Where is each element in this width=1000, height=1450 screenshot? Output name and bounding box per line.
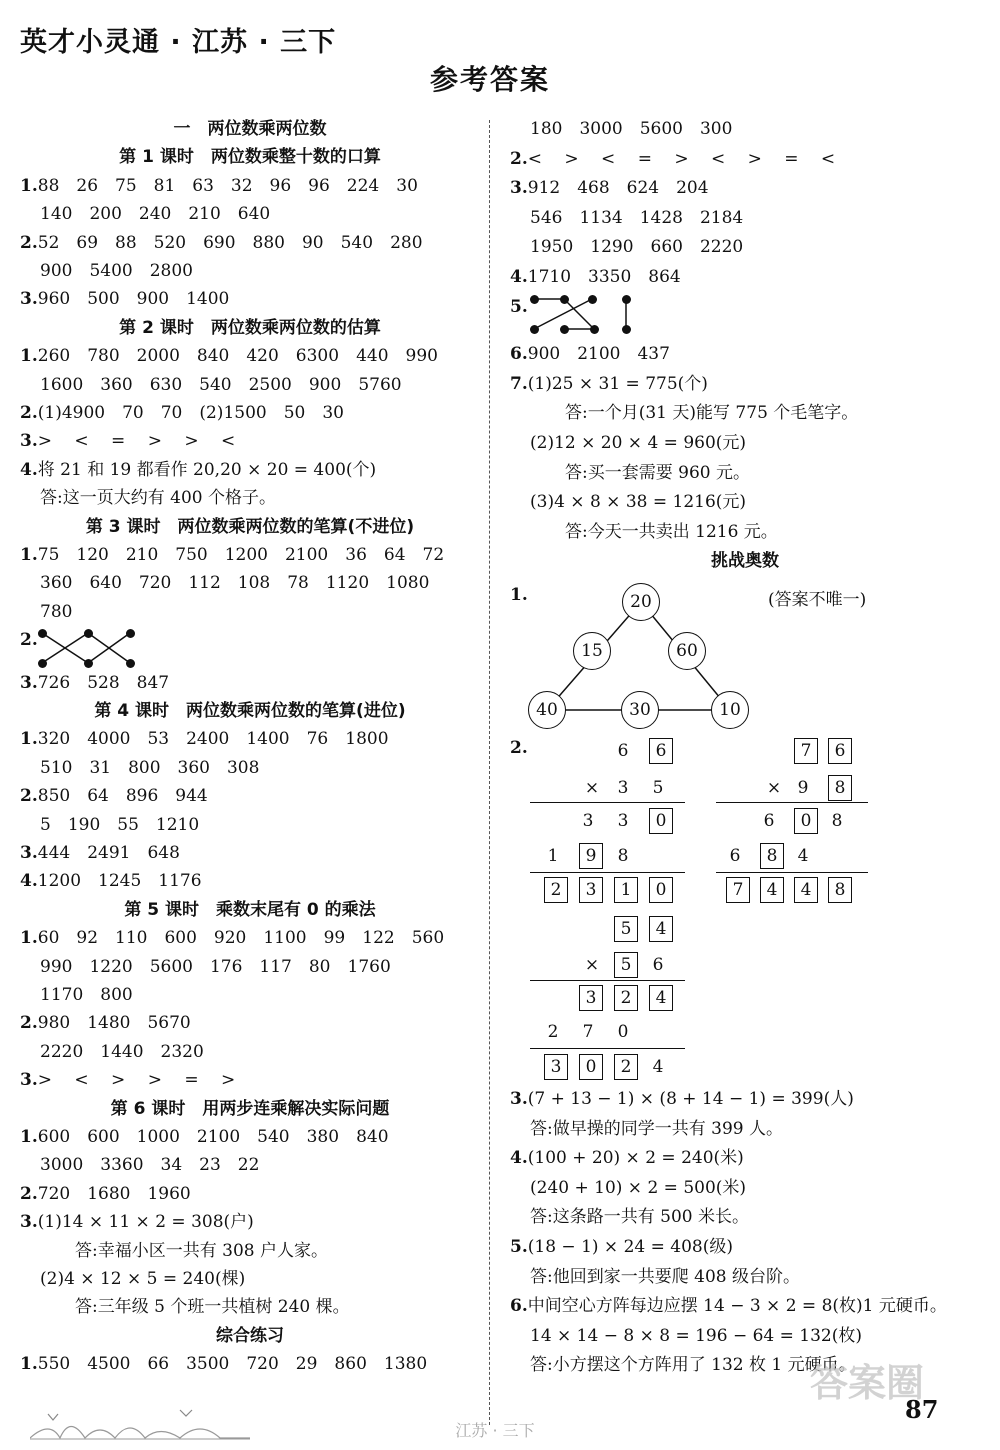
calc-rule xyxy=(716,872,868,873)
question-number: 3. xyxy=(20,289,38,310)
answer-line xyxy=(20,1183,191,1205)
matching-diagram-right xyxy=(530,294,640,338)
digit: 4 xyxy=(652,1057,664,1077)
answer-continuation: 1170 800 xyxy=(40,985,133,1005)
answer-text: 320 4000 53 2400 1400 76 1800 xyxy=(37,729,389,750)
circle-right-mid: 60 xyxy=(668,632,706,670)
answer-text: 600 600 1000 2100 540 380 840 xyxy=(37,1127,389,1147)
question-number: 1. xyxy=(20,175,38,196)
circle-bottom-right: 10 xyxy=(711,691,749,729)
answer-line xyxy=(20,1012,191,1034)
digit: 6 xyxy=(763,811,775,831)
match-dot xyxy=(590,325,599,334)
answer-continuation: 答:这条路一共有 500 米长。 xyxy=(530,1207,749,1228)
digit-box: 7 xyxy=(794,738,818,764)
question-number: 3. xyxy=(20,1212,38,1233)
digit: 1 xyxy=(547,846,559,866)
answer-line xyxy=(20,175,418,197)
question-number: 6. xyxy=(510,1296,528,1317)
digit: 8 xyxy=(617,846,629,866)
question-number: 7. xyxy=(510,373,528,394)
answer-text: 88 26 75 81 63 32 96 96 224 30 xyxy=(37,175,418,196)
digit-box: 2 xyxy=(544,877,568,903)
grass-decoration-icon xyxy=(30,1400,250,1440)
answer-continuation: (240 + 10) × 2 = 500(米) xyxy=(530,1177,747,1198)
question-number: 4. xyxy=(20,459,38,480)
section-heading: 第 5 课时 乘数末尾有 0 的乘法 xyxy=(124,899,376,920)
digit: 9 xyxy=(797,778,809,798)
answer-continuation: 990 1220 5600 176 117 80 1760 xyxy=(40,956,391,977)
answer-line xyxy=(20,1069,235,1091)
answer-text: 中间空心方阵每边应摆 14 − 3 × 2 = 8(枚)1 元硬币。 xyxy=(527,1296,947,1317)
section-heading: 第 2 课时 两位数乘两位数的估算 xyxy=(119,317,381,338)
match-dot xyxy=(38,629,47,638)
answer-line xyxy=(510,148,835,170)
answer-continuation: 答:这一页大约有 400 个格子。 xyxy=(40,488,276,509)
section-heading: 一 两位数乘两位数 xyxy=(173,119,327,139)
answer-line xyxy=(20,288,229,310)
answer-continuation: 2220 1440 2320 xyxy=(40,1041,204,1062)
digit: 3 xyxy=(617,778,629,798)
answer-sentence: 答:一个月(31 天)能写 775 个毛笔字。 xyxy=(565,403,859,424)
answer-text: 1710 3350 864 xyxy=(527,267,681,287)
answer-text: 60 92 110 600 920 1100 99 122 560 xyxy=(37,928,445,949)
digit-box: 4 xyxy=(649,985,673,1011)
answer-continuation: 答:他回到家一共要爬 408 级台阶。 xyxy=(530,1266,800,1287)
digit-box: 5 xyxy=(614,952,638,978)
answer-continuation: 140 200 240 210 640 xyxy=(40,204,271,225)
answer-line xyxy=(510,296,528,318)
answer-line xyxy=(510,373,708,395)
digit: 8 xyxy=(831,811,843,831)
answer-text: 550 4500 66 3500 720 29 860 1380 xyxy=(37,1354,428,1375)
question-number: 2. xyxy=(20,403,38,423)
answer-line xyxy=(20,870,202,892)
digit: 2 xyxy=(547,1022,559,1042)
puzzle-label: 1. xyxy=(510,585,528,605)
answer-continuation: 546 1134 1428 2184 xyxy=(530,207,744,228)
footer-decoration xyxy=(30,1400,250,1440)
answer-line xyxy=(20,728,389,750)
answer-line xyxy=(20,430,235,452)
digit-box: 4 xyxy=(760,877,784,903)
question-number: 3. xyxy=(510,178,528,199)
answer-text: > < > > = > xyxy=(37,1070,236,1091)
answer-text: (1)14 × 11 × 2 = 308(户) xyxy=(37,1212,254,1233)
answer-text: 900 2100 437 xyxy=(527,344,670,365)
answer-continuation: 5 190 55 1210 xyxy=(40,814,200,835)
question-number: 1. xyxy=(20,928,38,949)
question-number: 1. xyxy=(20,545,38,565)
digit-box: 1 xyxy=(614,877,638,903)
question-number: 2. xyxy=(20,1183,38,1204)
calc-rule xyxy=(716,802,868,803)
footer-text: 江苏 · 三下 xyxy=(455,1421,535,1440)
number-triangle xyxy=(525,580,765,730)
digit-box: 2 xyxy=(614,985,638,1011)
circle-bottom-left: 40 xyxy=(528,691,566,729)
digit: 5 xyxy=(652,778,664,798)
calc-rule xyxy=(530,980,685,981)
question-number: 4. xyxy=(510,267,528,287)
digit-box: 0 xyxy=(649,808,673,834)
matching-diagram-left xyxy=(38,628,138,672)
answer-text: 260 780 2000 840 420 6300 440 990 xyxy=(37,346,438,367)
answer-line xyxy=(20,1126,389,1148)
circle-left-mid: 15 xyxy=(573,632,611,670)
digit-box: 2 xyxy=(614,1054,638,1080)
answer-text: 720 1680 1960 xyxy=(37,1183,191,1204)
answer-text: 444 2491 648 xyxy=(37,843,180,863)
section-heading: 挑战奥数 xyxy=(711,551,779,572)
circle-bottom-mid: 30 xyxy=(621,691,659,729)
question-number: 3. xyxy=(20,431,38,452)
answer-text: (100 + 20) × 2 = 240(米) xyxy=(527,1148,744,1169)
answer-line xyxy=(20,459,376,481)
answer-line xyxy=(20,629,38,651)
question-number: 6. xyxy=(510,344,528,365)
question-number: 4. xyxy=(20,871,38,892)
question-number: 3. xyxy=(20,672,38,693)
digit-box: 0 xyxy=(794,808,818,834)
answer-text: 75 120 210 750 1200 2100 36 64 72 xyxy=(37,545,445,565)
question-number: 2. xyxy=(20,786,38,807)
answer-text: 960 500 900 1400 xyxy=(37,289,230,310)
multiply-sign: × xyxy=(766,778,782,798)
match-dot xyxy=(126,659,135,668)
match-dot xyxy=(84,629,93,638)
answer-continuation: 答:小方摆这个方阵用了 132 枚 1 元硬币。 xyxy=(530,1355,856,1376)
answer-continuation: (2)4 × 12 × 5 = 240(棵) xyxy=(40,1269,246,1289)
answer-line xyxy=(20,927,444,949)
match-dot xyxy=(38,659,47,668)
answer-continuation: (3)4 × 8 × 38 = 1216(元) xyxy=(530,492,747,513)
answer-line xyxy=(510,1147,744,1169)
answer-text: 1200 1245 1176 xyxy=(37,871,202,892)
answer-continuation: 1950 1290 660 2220 xyxy=(530,237,744,258)
page-number-value: 87 xyxy=(905,1395,939,1424)
answer-sentence: 答:今天一共卖出 1216 元。 xyxy=(565,521,778,542)
question-number: 1. xyxy=(20,1354,38,1375)
answer-line xyxy=(510,1236,733,1258)
question-number: 4. xyxy=(510,1148,528,1169)
question-number: 1. xyxy=(20,729,38,750)
question-number: 3. xyxy=(510,1089,528,1109)
digit: 6 xyxy=(617,741,629,761)
answer-continuation: 510 31 800 360 308 xyxy=(40,757,260,778)
match-dot xyxy=(622,295,631,304)
answer-text: > < = > > < xyxy=(37,431,236,452)
digit: 3 xyxy=(617,811,629,831)
watermark-text: 答案圈 xyxy=(810,1361,925,1405)
digit-box: 0 xyxy=(579,1054,603,1080)
answer-line xyxy=(510,1088,854,1110)
match-dot xyxy=(560,325,569,334)
calc-label: 2. xyxy=(510,738,528,758)
match-dot xyxy=(588,295,597,304)
match-dot xyxy=(84,659,93,668)
answer-sentence: 答:三年级 5 个班一共植树 240 棵。 xyxy=(75,1297,350,1318)
answer-line xyxy=(20,1211,254,1233)
answer-line xyxy=(20,402,344,424)
answer-line xyxy=(510,343,670,365)
multiply-sign: × xyxy=(584,955,600,975)
answer-line xyxy=(20,785,208,807)
page-title: 参考答案 xyxy=(429,63,550,96)
answer-sentence: 答:幸福小区一共有 308 户人家。 xyxy=(75,1240,328,1261)
question-number: 2. xyxy=(20,1013,38,1034)
question-number: 2. xyxy=(20,232,38,253)
answer-line xyxy=(20,842,180,864)
answer-continuation: (2)12 × 20 × 4 = 960(元) xyxy=(530,433,747,453)
match-dot xyxy=(622,325,631,334)
question-number: 2. xyxy=(510,148,528,169)
answer-continuation: 360 640 720 112 108 78 1120 1080 xyxy=(40,573,430,594)
digit-box: 3 xyxy=(579,877,603,903)
answer-continuation: 1600 360 630 540 2500 900 5760 xyxy=(40,374,402,395)
question-number: 5. xyxy=(510,1237,528,1257)
digit-box: 5 xyxy=(614,916,638,942)
answer-text: 980 1480 5670 xyxy=(37,1013,191,1034)
answer-line xyxy=(510,1295,947,1317)
digit-box: 9 xyxy=(579,843,603,869)
answer-text: 850 64 896 944 xyxy=(37,786,208,807)
digit-box: 6 xyxy=(649,738,673,764)
calc-rule xyxy=(530,872,685,873)
digit-box: 3 xyxy=(579,985,603,1011)
circle-top: 20 xyxy=(622,583,660,621)
answer-continuation: 答:做早操的同学一共有 399 人。 xyxy=(530,1118,783,1139)
answer-line xyxy=(20,1353,427,1375)
answer-text: 912 468 624 204 xyxy=(527,178,709,199)
answer-line xyxy=(20,672,169,694)
match-dot xyxy=(126,629,135,638)
answer-text: (1)25 × 31 = 775(个) xyxy=(527,373,708,394)
digit-box: 8 xyxy=(760,843,784,869)
section-heading: 第 6 课时 用两步连乘解决实际问题 xyxy=(110,1098,390,1119)
digit: 6 xyxy=(652,955,664,975)
digit: 4 xyxy=(797,846,809,866)
multiply-sign: × xyxy=(584,778,600,798)
book-header: 英才小灵通 · 江苏 · 三下 xyxy=(20,27,337,58)
answer-sentence: 答:买一套需要 960 元。 xyxy=(565,462,750,483)
question-number: 3. xyxy=(20,1070,38,1091)
answer-text: (1)4900 70 70 (2)1500 50 30 xyxy=(37,403,344,423)
section-heading: 第 4 课时 两位数乘两位数的笔算(进位) xyxy=(94,701,406,721)
answer-line xyxy=(510,266,681,288)
answer-line xyxy=(20,232,423,254)
digit-box: 4 xyxy=(649,916,673,942)
digit-box: 4 xyxy=(794,877,818,903)
answer-line xyxy=(510,177,709,199)
digit-box: 6 xyxy=(828,738,852,764)
answer-continuation: 780 xyxy=(40,601,73,622)
answer-text: 将 21 和 19 都看作 20,20 × 20 = 400(个) xyxy=(37,459,377,480)
puzzle-note: (答案不唯一) xyxy=(768,590,867,610)
match-dot xyxy=(530,325,539,334)
question-number: 1. xyxy=(20,1127,38,1147)
digit-box: 8 xyxy=(828,877,852,903)
digit-box: 3 xyxy=(544,1054,568,1080)
digit-box: 0 xyxy=(649,877,673,903)
answer-continuation: 3000 3360 34 23 22 xyxy=(40,1155,260,1176)
answer-continuation: 180 3000 5600 300 xyxy=(530,119,733,139)
digit: 3 xyxy=(582,811,594,831)
section-heading: 综合练习 xyxy=(216,1325,284,1346)
digit: 6 xyxy=(729,846,741,866)
answer-text: < > < = > < > = < xyxy=(527,148,836,169)
match-dot xyxy=(560,295,569,304)
answer-text: (7 + 13 − 1) × (8 + 14 − 1) = 399(人) xyxy=(527,1089,854,1109)
digit: 7 xyxy=(582,1022,594,1042)
answer-line xyxy=(20,544,444,566)
page-number xyxy=(905,1395,938,1424)
match-dot xyxy=(530,295,539,304)
question-number: 5. xyxy=(510,296,528,317)
answer-text: 726 528 847 xyxy=(37,672,170,693)
answer-continuation: 900 5400 2800 xyxy=(40,261,193,281)
calc-rule xyxy=(530,1048,685,1049)
digit: 0 xyxy=(617,1022,629,1042)
digit-box: 7 xyxy=(726,877,750,903)
digit-box: 8 xyxy=(828,775,852,801)
answer-text: (18 − 1) × 24 = 408(级) xyxy=(527,1237,733,1257)
question-number: 3. xyxy=(20,843,38,863)
calc-rule xyxy=(530,802,685,803)
column-divider xyxy=(489,120,490,1425)
answer-text: 52 69 88 520 690 880 90 540 280 xyxy=(37,232,423,253)
question-number: 2. xyxy=(20,630,38,651)
question-number: 1. xyxy=(20,346,38,367)
answer-continuation: 14 × 14 − 8 × 8 = 196 − 64 = 132(枚) xyxy=(530,1325,862,1346)
answer-line xyxy=(20,345,438,367)
section-heading: 第 1 课时 两位数乘整十数的口算 xyxy=(119,147,381,168)
section-heading: 第 3 课时 两位数乘两位数的笔算(不进位) xyxy=(85,516,415,537)
